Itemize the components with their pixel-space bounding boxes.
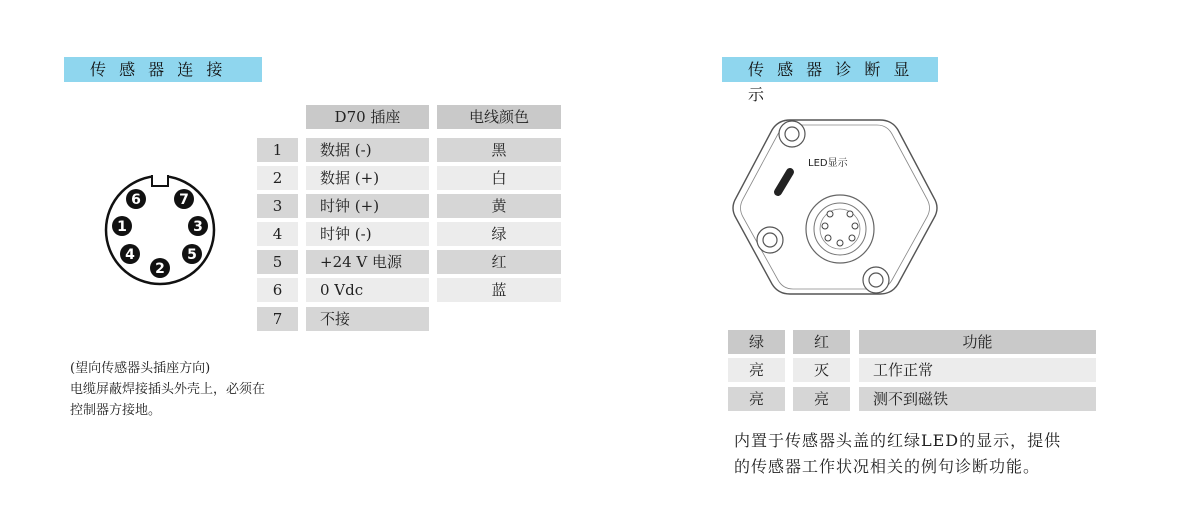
row-3-number: 3 [257, 194, 298, 218]
connector-note [70, 358, 330, 421]
row-6-color: 蓝 [437, 278, 561, 302]
diag-row-2-red: 亮 [793, 387, 850, 411]
pin-5 [182, 244, 202, 264]
pin-7-label: 7 [179, 192, 189, 208]
diagnostic-description [734, 428, 1154, 480]
description-line-1: 内置于传感器头盖的红绿LED的显示，提供 [734, 431, 1062, 450]
row-6-signal: 0 Vdc [306, 278, 429, 302]
diag-row-2-function: 测不到磁铁 [859, 387, 1096, 411]
note-line-3: 控制器方接地。 [70, 403, 162, 418]
pin-2-label: 2 [155, 261, 165, 277]
row-2-signal: 数据 (+) [306, 166, 429, 190]
pin-6-label: 6 [131, 192, 141, 208]
row-1-signal: 数据 (-) [306, 138, 429, 162]
pin-1-label: 1 [117, 219, 127, 235]
sensor-head-diagram [730, 112, 940, 302]
row-3-color: 黄 [437, 194, 561, 218]
diag-row-2-green: 亮 [728, 387, 785, 411]
header-wire-color: 电线颜色 [437, 105, 561, 129]
note-line-2: 电缆屏蔽焊接插头外壳上，必须在 [70, 382, 266, 397]
row-5-number: 5 [257, 250, 298, 274]
pin-3 [188, 216, 208, 236]
header-red: 红 [793, 330, 850, 354]
diag-row-1-red: 灭 [793, 358, 850, 382]
row-4-signal: 时钟 (-) [306, 222, 429, 246]
row-7-signal: 不接 [306, 307, 429, 331]
pin-5-label: 5 [187, 247, 197, 263]
note-line-1: (望向传感器头插座方向) [70, 361, 211, 376]
pin-7 [174, 189, 194, 209]
diag-row-1-function: 工作正常 [859, 358, 1096, 382]
row-2-color: 白 [437, 166, 561, 190]
connector-pinout-diagram [100, 170, 220, 290]
row-1-color: 黑 [437, 138, 561, 162]
pin-6 [126, 189, 146, 209]
led-display-label: LED显示 [808, 158, 848, 169]
pin-4-label: 4 [125, 247, 135, 263]
header-d70-socket: D70 插座 [306, 105, 429, 129]
mounting-hole-top [779, 121, 805, 147]
row-6-number: 6 [257, 278, 298, 302]
row-5-color: 红 [437, 250, 561, 274]
pin-2 [150, 258, 170, 278]
pin-4 [120, 244, 140, 264]
header-green: 绿 [728, 330, 785, 354]
diag-row-1-green: 亮 [728, 358, 785, 382]
row-4-number: 4 [257, 222, 298, 246]
connector-key-notch [152, 174, 168, 186]
row-7-number: 7 [257, 307, 298, 331]
section-title-sensor-connection: 传 感 器 连 接 [64, 57, 262, 82]
header-function: 功能 [859, 330, 1096, 354]
row-2-number: 2 [257, 166, 298, 190]
description-line-2: 的传感器工作状况相关的例句诊断功能。 [734, 457, 1041, 476]
pin-1 [112, 216, 132, 236]
pin-3-label: 3 [193, 219, 203, 235]
row-3-signal: 时钟 (+) [306, 194, 429, 218]
row-5-signal: +24 V 电源 [306, 250, 429, 274]
mounting-hole-left [757, 227, 783, 253]
row-1-number: 1 [257, 138, 298, 162]
row-4-color: 绿 [437, 222, 561, 246]
sensor-connector-socket [806, 195, 874, 263]
section-title-sensor-diagnostics: 传 感 器 诊 断 显 示 [722, 57, 938, 82]
mounting-hole-right [863, 267, 889, 293]
